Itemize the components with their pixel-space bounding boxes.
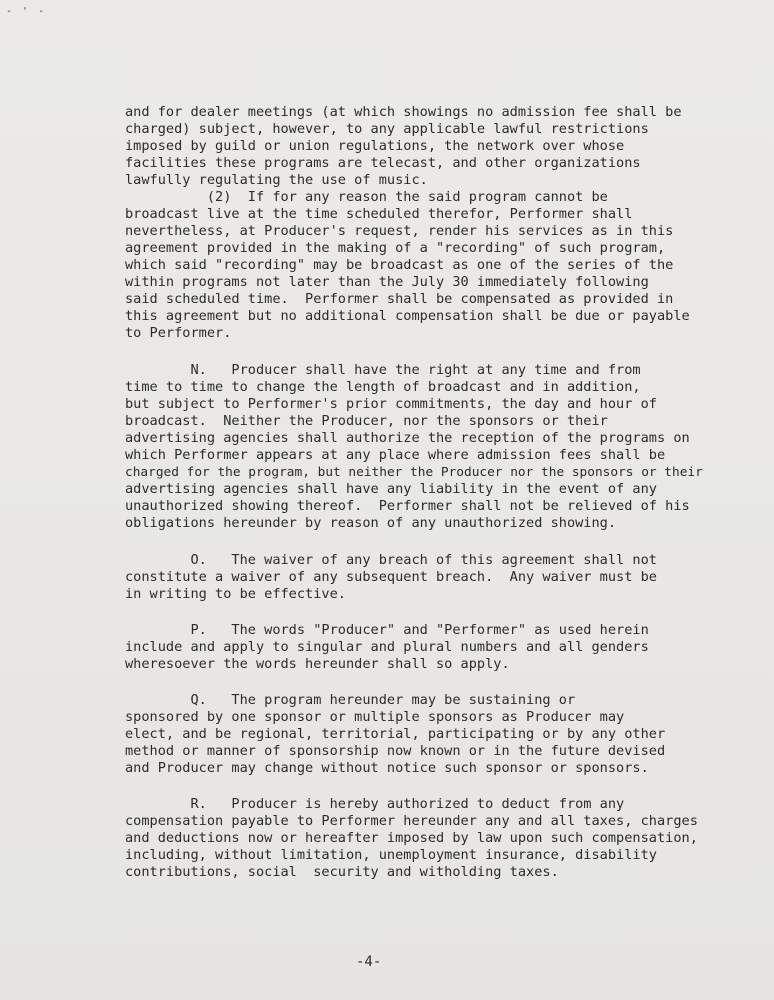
paragraph-line: charged for the program, but neither the Producer nor the sponsors or their <box>125 465 703 480</box>
corner-mark: - ' - <box>6 6 47 17</box>
paragraph-line: obligations hereunder by reason of any unauthorized showing. <box>125 515 617 531</box>
paragraph-line: facilities these programs are telecast, and other organizations <box>125 155 641 171</box>
paragraph-line: constitute a waiver of any subsequent breach. Any waiver must be <box>125 569 657 585</box>
paragraph-line: advertising agencies shall authorize the reception of the programs on <box>125 430 690 446</box>
paragraph-line: method or manner of sponsorship now known or in the future devised <box>125 743 666 759</box>
paragraph-line: include and apply to singular and plural numbers and all genders <box>125 639 649 655</box>
paragraph-line: O. The waiver of any breach of this agreement shall not <box>125 552 657 568</box>
paragraph-line: which said "recording" may be broadcast as one of the series of the <box>125 257 674 273</box>
paragraph-line: P. The words "Producer" and "Performer" as used herein <box>125 622 649 638</box>
paragraph-line: unauthorized showing thereof. Performer shall not be relieved of his <box>125 498 690 514</box>
paragraph-line: agreement provided in the making of a "recording" of such program, <box>125 240 666 256</box>
page-number: -4- <box>356 954 382 970</box>
paragraph-line: and for dealer meetings (at which showings no admission fee shall be <box>125 104 682 120</box>
paragraph-line: compensation payable to Performer hereunder any and all taxes, charges <box>125 813 698 829</box>
paragraph-line: (2) If for any reason the said program cannot be <box>125 189 608 205</box>
paragraph-line: in writing to be effective. <box>125 586 346 602</box>
paragraph-line: including, without limitation, unemployment insurance, disability <box>125 847 657 863</box>
paragraph-line: to Performer. <box>125 325 232 341</box>
paragraph-line: broadcast. Neither the Producer, nor the sponsors or their <box>125 413 608 429</box>
paragraph-line: lawfully regulating the use of music. <box>125 172 428 188</box>
paragraph-line: time to time to change the length of broadcast and in addition, <box>125 379 641 395</box>
paragraph-line: sponsored by one sponsor or multiple sponsors as Producer may <box>125 709 625 725</box>
paragraph-line: nevertheless, at Producer's request, render his services as in this <box>125 223 674 239</box>
paragraph-line: which Performer appears at any place where admission fees shall be <box>125 447 666 463</box>
paragraph-line: charged) subject, however, to any applicable lawful restrictions <box>125 121 649 137</box>
paragraph-line: advertising agencies shall have any liability in the event of any <box>125 481 657 497</box>
paragraph-line: this agreement but no additional compensation shall be due or payable <box>125 308 690 324</box>
paragraph-line: said scheduled time. Performer shall be compensated as provided in <box>125 291 674 307</box>
paragraph-line: imposed by guild or union regulations, the network over whose <box>125 138 625 154</box>
paragraph-line: elect, and be regional, territorial, participating or by any other <box>125 726 666 742</box>
paragraph-line: and Producer may change without notice such sponsor or sponsors. <box>125 760 649 776</box>
paragraph-line: R. Producer is hereby authorized to deduct from any <box>125 796 625 812</box>
paragraph-line: N. Producer shall have the right at any time and from <box>125 362 641 378</box>
paragraph-line: wheresoever the words hereunder shall so apply. <box>125 656 510 672</box>
paragraph-line: but subject to Performer's prior commitments, the day and hour of <box>125 396 657 412</box>
paragraph-line: and deductions now or hereafter imposed by law upon such compensation, <box>125 830 698 846</box>
paragraph-line: contributions, social security and witholding taxes. <box>125 864 559 880</box>
paragraph-line: within programs not later than the July 30 immediately following <box>125 274 649 290</box>
paragraph-line: Q. The program hereunder may be sustaining or <box>125 692 576 708</box>
paragraph-line: broadcast live at the time scheduled therefor, Performer shall <box>125 206 633 222</box>
